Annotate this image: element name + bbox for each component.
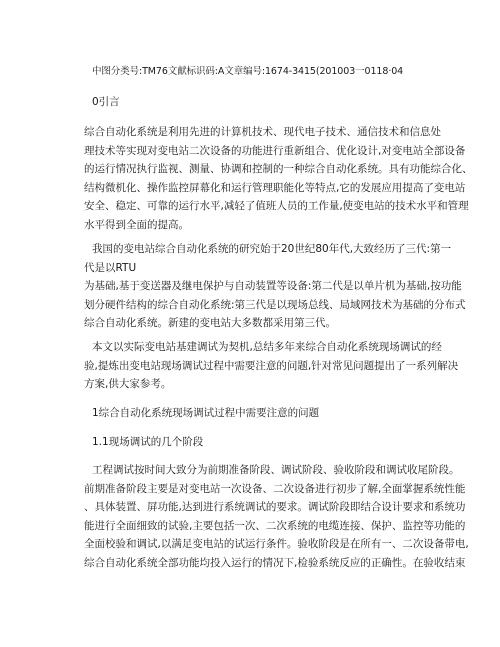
paragraph-line: 划分硬件结构的综合自动化系统:第三代是以现场总线、局域网技术为基础的分布式 [84,298,466,311]
paragraph-introduction-1 [84,123,473,234]
section-heading-1-1: 1.1现场调试的几个阶段 [92,436,204,448]
paragraph-line: 全面校验和调试,以满足变电站的试运行条件。验收阶段是在所有一、二次设备带电, [84,538,469,550]
paragraph-line: 工程调试按时间大致分为前期准备阶段、调试阶段、验收阶段和调试收尾阶段。 [92,464,460,476]
paragraph-line: 方案,供大家参考。 [84,378,172,390]
paragraph-line: 为基础,基于变送器及继电保护与自动装置等设备:第二代是以单片机为基础,按功能 [84,280,462,292]
paragraph-purpose [84,338,459,394]
paragraph-line: 的运行情况执行监视、测量、协调和控制的一种综合自动化系统。具有功能综合化、 [84,163,473,175]
section-heading-introduction: 0引言 [92,96,120,108]
section-heading-1: 1综合自动化系统现场调试过程中需要注意的问题 [92,407,320,419]
paragraph-stages [84,461,469,572]
classification-line: 中图分类号:TM76文献标识码:A文章编号:1674-3415(201003一0118·04 [92,66,404,77]
paragraph-line: 、具体装置、屏功能,达到进行系统调试的要求。调试阶段即结合设计要求和系统功 [84,501,466,513]
paragraph-line: 安全、稳定、可靠的运行水平,减轻了值班人员的工作量,使变电站的技术水平和管理 [84,200,469,212]
paragraph-history [84,240,466,333]
paragraph-line: 前期准备阶段主要是对变电站一次设备、二次设备进行初步了解,全面掌握系统性能 [84,482,466,495]
paragraph-line: 结构微机化、操作监控屏幕化和运行管理职能化等特点,它的发展应用提高了变电站 [84,181,466,194]
paragraph-line: 本文以实际变电站基建调试为契机,总结多年来综合自动化系统现场调试的经 [92,341,442,353]
paragraph-line: 我国的变电站综合自动化系统的研究始于20世纪80年代,大致经历了三代:第一 [92,243,452,255]
paragraph-line: 代是以RTU [84,261,137,274]
paragraph-line: 综合自动化系统是利用先进的计算机技术、现代电子技术、通信技术和信息处 [84,126,441,138]
paragraph-line: 理技术等实现对变电站二次设备的功能进行重新组合、优化设计,对变电站全部设备 [84,144,466,157]
paragraph-line: 综合自动化系统。新建的变电站大多数都采用第三代。 [84,317,336,329]
paragraph-line: 水平得到全面的提高。 [84,218,189,231]
paragraph-line: 能进行全面细致的试验,主要包括一次、二次系统的电缆连接、保护、监控等功能的 [84,519,466,532]
paragraph-line: 综合自动化系统全部功能均投入运行的情况下,检验系统反应的正确性。在验收结束 [84,556,466,569]
paragraph-line: 验,提炼出变电站现场调试过程中需要注意的问题,针对常见问题提出了一系列解决 [84,359,459,372]
